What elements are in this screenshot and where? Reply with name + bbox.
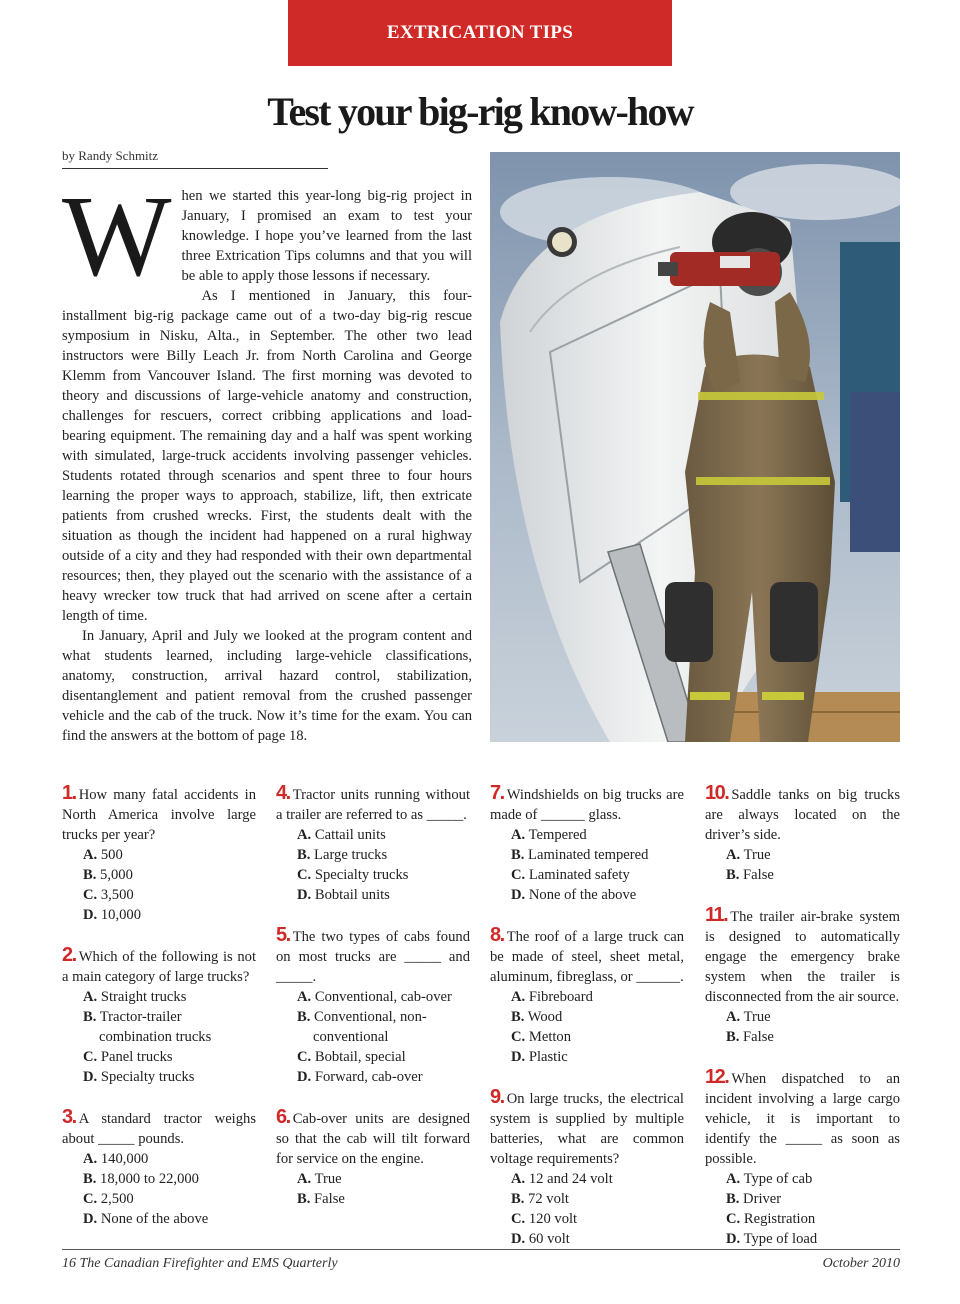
quiz-question — [276, 783, 470, 905]
option-text: Cattail units — [314, 827, 386, 843]
quiz-question — [705, 783, 900, 885]
answer-option — [276, 987, 470, 1007]
answer-option — [705, 1027, 900, 1047]
question-text — [705, 905, 900, 1007]
option-text: Bobtail, special — [314, 1049, 406, 1065]
question-column-3 — [490, 783, 684, 1269]
option-text: False — [314, 1191, 345, 1207]
answer-option — [276, 1067, 470, 1087]
option-text: True — [314, 1171, 342, 1187]
quiz-question — [705, 905, 900, 1047]
section-banner: EXTRICATION TIPS — [288, 0, 672, 66]
firefighter-truck-photo — [490, 152, 900, 742]
answer-option — [490, 845, 684, 865]
option-letter: A. — [297, 827, 312, 843]
intro-paragraph-1: When we started this year-long big-rig project in January, I promised an exam to test your knowledge. I hope you’ve learned from the last three Extrication Tips columns and that you will be able to apply those lessons if necessary. — [62, 173, 472, 301]
question-number: 5. — [276, 924, 290, 946]
question-prompt: When dispatched to an incident involving a large cargo vehicle, it is important to identify the _____ as soon as possible. — [705, 1071, 900, 1167]
option-letter: A. — [83, 847, 98, 863]
option-letter: D. — [726, 1231, 741, 1247]
quiz-question — [62, 945, 256, 1087]
option-text: Fibreboard — [528, 989, 593, 1005]
option-text: 2,500 — [100, 1191, 134, 1207]
question-column-2 — [276, 783, 470, 1229]
question-text — [490, 783, 684, 825]
option-text: 12 and 24 volt — [528, 1171, 613, 1187]
option-letter: A. — [511, 827, 526, 843]
answer-option — [705, 1229, 900, 1249]
option-text: None of the above — [528, 887, 637, 903]
answer-option — [705, 1209, 900, 1229]
option-text: 10,000 — [100, 907, 141, 923]
answer-option — [490, 1027, 684, 1047]
option-letter: A. — [83, 989, 98, 1005]
answer-option — [276, 1007, 470, 1047]
answer-option — [490, 825, 684, 845]
option-text: Straight trucks — [100, 989, 187, 1005]
quiz-question — [276, 925, 470, 1087]
option-letter: B. — [83, 1171, 97, 1187]
option-text: Laminated tempered — [528, 847, 649, 863]
option-letter: A. — [511, 989, 526, 1005]
option-letter: A. — [511, 1171, 526, 1187]
answer-option — [490, 1169, 684, 1189]
answer-option — [705, 1007, 900, 1027]
option-text: Large trucks — [314, 847, 388, 863]
question-text — [276, 1107, 470, 1169]
intro-paragraph-2: As I mentioned in January, this four-installment big-rig package came out of a two-day big-rig rescue symposium in Nisku, Alta., in September. The other two lead instructors were Billy Leach Jr. from North Carolina and George Klemm from Vancouver Island. The first morning was devoted to theory and discussions of large-vehicle anatomy and construction, challenges for rescuers, correct cribbing applications and load-bearing equipment. The remaining day and a half was spent working with simulated, large-truck accidents involving passenger vehicles. Students rotated through scenarios and spent three to four hours learning the proper ways to approach, stabilize, lift, then extricate patients from crushed wrecks. First, the students dealt with the situation as though the incident had happened on a rural highway outside of a city and they had responded with their own departmental resources; then, they played out the scenario with the assistance of a heavy wrecker tow truck that had arrived on scene after a certain length of time. — [62, 288, 472, 624]
question-number: 6. — [276, 1106, 290, 1128]
question-prompt: The roof of a large truck can be made of steel, sheet metal, aluminum, fibreglass, or ______. — [490, 929, 684, 985]
option-letter: B. — [297, 847, 311, 863]
option-letter: C. — [83, 887, 98, 903]
question-column-1 — [62, 783, 256, 1249]
question-prompt: A standard tractor weighs about _____ pounds. — [62, 1111, 256, 1147]
answer-option — [276, 1047, 470, 1067]
option-text: Registration — [743, 1211, 816, 1227]
option-letter: A. — [297, 1171, 312, 1187]
footer-publication: 16 The Canadian Firefighter and EMS Quarterly — [62, 1256, 338, 1271]
option-letter: B. — [726, 1029, 740, 1045]
answer-option — [276, 885, 470, 905]
option-letter: B. — [726, 867, 740, 883]
byline: by Randy Schmitz — [62, 148, 328, 169]
answer-option — [276, 1189, 470, 1209]
option-letter: A. — [726, 1009, 741, 1025]
option-text: Type of cab — [743, 1171, 813, 1187]
question-prompt: On large trucks, the electrical system is supplied by multiple batteries, what are common voltage requirements? — [490, 1091, 684, 1167]
option-text: 120 volt — [528, 1211, 578, 1227]
answer-option — [490, 885, 684, 905]
answer-option — [705, 1169, 900, 1189]
option-letter: D. — [83, 1211, 98, 1227]
option-letter: B. — [511, 1009, 525, 1025]
option-letter: C. — [726, 1211, 741, 1227]
option-letter: C. — [511, 867, 526, 883]
option-letter: B. — [83, 867, 97, 883]
option-text: Driver — [743, 1191, 782, 1207]
question-prompt: Cab-over units are designed so that the cab will tilt forward for service on the engine. — [276, 1111, 470, 1167]
answer-option — [62, 1209, 256, 1229]
question-text — [490, 1087, 684, 1169]
option-text: Forward, cab-over — [314, 1069, 423, 1085]
option-letter: C. — [511, 1211, 526, 1227]
option-text: Tempered — [528, 827, 587, 843]
option-text: Type of load — [743, 1231, 818, 1247]
quiz-question — [490, 925, 684, 1067]
option-text: Panel trucks — [100, 1049, 173, 1065]
question-text — [62, 1107, 256, 1149]
option-letter: D. — [83, 907, 98, 923]
photo-illustration — [490, 152, 900, 742]
answer-option — [490, 1007, 684, 1027]
quiz-question — [490, 783, 684, 905]
quiz-question — [490, 1087, 684, 1249]
answer-option — [62, 845, 256, 865]
question-number: 1. — [62, 782, 76, 804]
question-number: 3. — [62, 1106, 76, 1128]
question-prompt: Tractor units running without a trailer are referred to as _____. — [276, 787, 470, 823]
quiz-question — [62, 783, 256, 925]
answer-option — [62, 885, 256, 905]
option-text: True — [743, 847, 771, 863]
option-text: False — [743, 1029, 774, 1045]
answer-option — [490, 1189, 684, 1209]
option-text: 5,000 — [100, 867, 133, 883]
option-text: Specialty trucks — [100, 1069, 195, 1085]
question-prompt: Saddle tanks on big trucks are always located on the driver’s side. — [705, 787, 900, 843]
option-text: Metton — [528, 1029, 572, 1045]
question-number: 9. — [490, 1086, 504, 1108]
option-letter: C. — [83, 1191, 98, 1207]
answer-option — [62, 1047, 256, 1067]
answer-option — [62, 1067, 256, 1087]
answer-option — [62, 905, 256, 925]
option-letter: A. — [726, 1171, 741, 1187]
option-text: Conventional, non-conventional — [313, 1009, 427, 1045]
option-text: 60 volt — [528, 1231, 570, 1247]
answer-option — [276, 1169, 470, 1189]
option-letter: B. — [297, 1009, 311, 1025]
option-text: Tractor-trailer combination trucks — [99, 1009, 212, 1045]
footer-rule — [62, 1249, 900, 1250]
option-letter: B. — [726, 1191, 740, 1207]
option-letter: D. — [83, 1069, 98, 1085]
question-number: 4. — [276, 782, 290, 804]
question-text — [276, 783, 470, 825]
option-text: Wood — [527, 1009, 563, 1025]
answer-option — [62, 1189, 256, 1209]
option-letter: B. — [297, 1191, 311, 1207]
option-text: True — [743, 1009, 771, 1025]
question-text — [705, 783, 900, 845]
option-letter: C. — [83, 1049, 98, 1065]
question-number: 8. — [490, 924, 504, 946]
question-number: 7. — [490, 782, 504, 804]
question-prompt: Windshields on big trucks are made of ______ glass. — [490, 787, 684, 823]
answer-option — [276, 845, 470, 865]
question-number: 2. — [62, 944, 76, 966]
answer-option — [490, 1229, 684, 1249]
question-text — [62, 783, 256, 845]
question-column-4 — [705, 783, 900, 1269]
answer-option — [62, 1149, 256, 1169]
option-letter: B. — [511, 847, 525, 863]
option-letter: B. — [511, 1191, 525, 1207]
option-letter: D. — [297, 887, 312, 903]
option-text: False — [743, 867, 774, 883]
drop-cap: W — [62, 173, 172, 301]
question-prompt: The trailer air-brake system is designed to automatically engage the emergency brake system when the trailer is disconnected from the air source. — [705, 909, 900, 1005]
answer-option — [490, 987, 684, 1007]
option-letter: A. — [726, 847, 741, 863]
article-intro — [62, 173, 472, 746]
option-text: 500 — [100, 847, 123, 863]
option-text: 3,500 — [100, 887, 134, 903]
option-text: 72 volt — [528, 1191, 569, 1207]
option-text: Specialty trucks — [314, 867, 409, 883]
option-letter: C. — [297, 1049, 312, 1065]
option-letter: A. — [83, 1151, 98, 1167]
answer-option — [490, 865, 684, 885]
answer-option — [62, 1169, 256, 1189]
answer-option — [276, 825, 470, 845]
question-text — [276, 925, 470, 987]
question-number: 10. — [705, 782, 729, 804]
option-text: Plastic — [528, 1049, 568, 1065]
question-number: 11. — [705, 904, 728, 926]
question-prompt: How many fatal accidents in North America involve large trucks per year? — [62, 787, 256, 843]
option-text: Bobtail units — [314, 887, 390, 903]
option-letter: C. — [297, 867, 312, 883]
option-letter: C. — [511, 1029, 526, 1045]
option-text: Laminated safety — [528, 867, 630, 883]
question-number: 12. — [705, 1066, 729, 1088]
option-letter: D. — [511, 887, 526, 903]
option-letter: D. — [297, 1069, 312, 1085]
answer-option — [490, 1209, 684, 1229]
option-letter: D. — [511, 1231, 526, 1247]
question-prompt: Which of the following is not a main category of large trucks? — [62, 949, 256, 985]
answer-option — [62, 865, 256, 885]
quiz-question — [276, 1107, 470, 1209]
option-text: 140,000 — [100, 1151, 149, 1167]
option-text: Conventional, cab-over — [314, 989, 452, 1005]
option-letter: A. — [297, 989, 312, 1005]
option-text: 18,000 to 22,000 — [100, 1171, 199, 1187]
question-text — [62, 945, 256, 987]
intro-paragraph-3: In January, April and July we looked at the program content and what students learned, including large-vehicle classifications, anatomy, construction, arrival hazard control, stabilization, disentanglement and patient removal from the crushed passenger vehicle and the cab of the truck. Now it’s time for the exam. You can find the answers at the bottom of page 18. — [62, 628, 472, 744]
answer-option — [490, 1047, 684, 1067]
question-text — [705, 1067, 900, 1169]
quiz-question — [62, 1107, 256, 1229]
quiz-question — [705, 1067, 900, 1249]
question-prompt: The two types of cabs found on most trucks are _____ and _____. — [276, 929, 470, 985]
answer-option — [705, 1189, 900, 1209]
option-text: None of the above — [100, 1211, 209, 1227]
answer-option — [276, 865, 470, 885]
answer-option — [705, 865, 900, 885]
answer-option — [62, 1007, 256, 1047]
option-letter: D. — [511, 1049, 526, 1065]
answer-option — [705, 845, 900, 865]
footer-date: October 2010 — [822, 1256, 900, 1271]
question-text — [490, 925, 684, 987]
option-letter: B. — [83, 1009, 97, 1025]
answer-option — [62, 987, 256, 1007]
article-title: Test your big-rig know-how — [267, 89, 693, 134]
